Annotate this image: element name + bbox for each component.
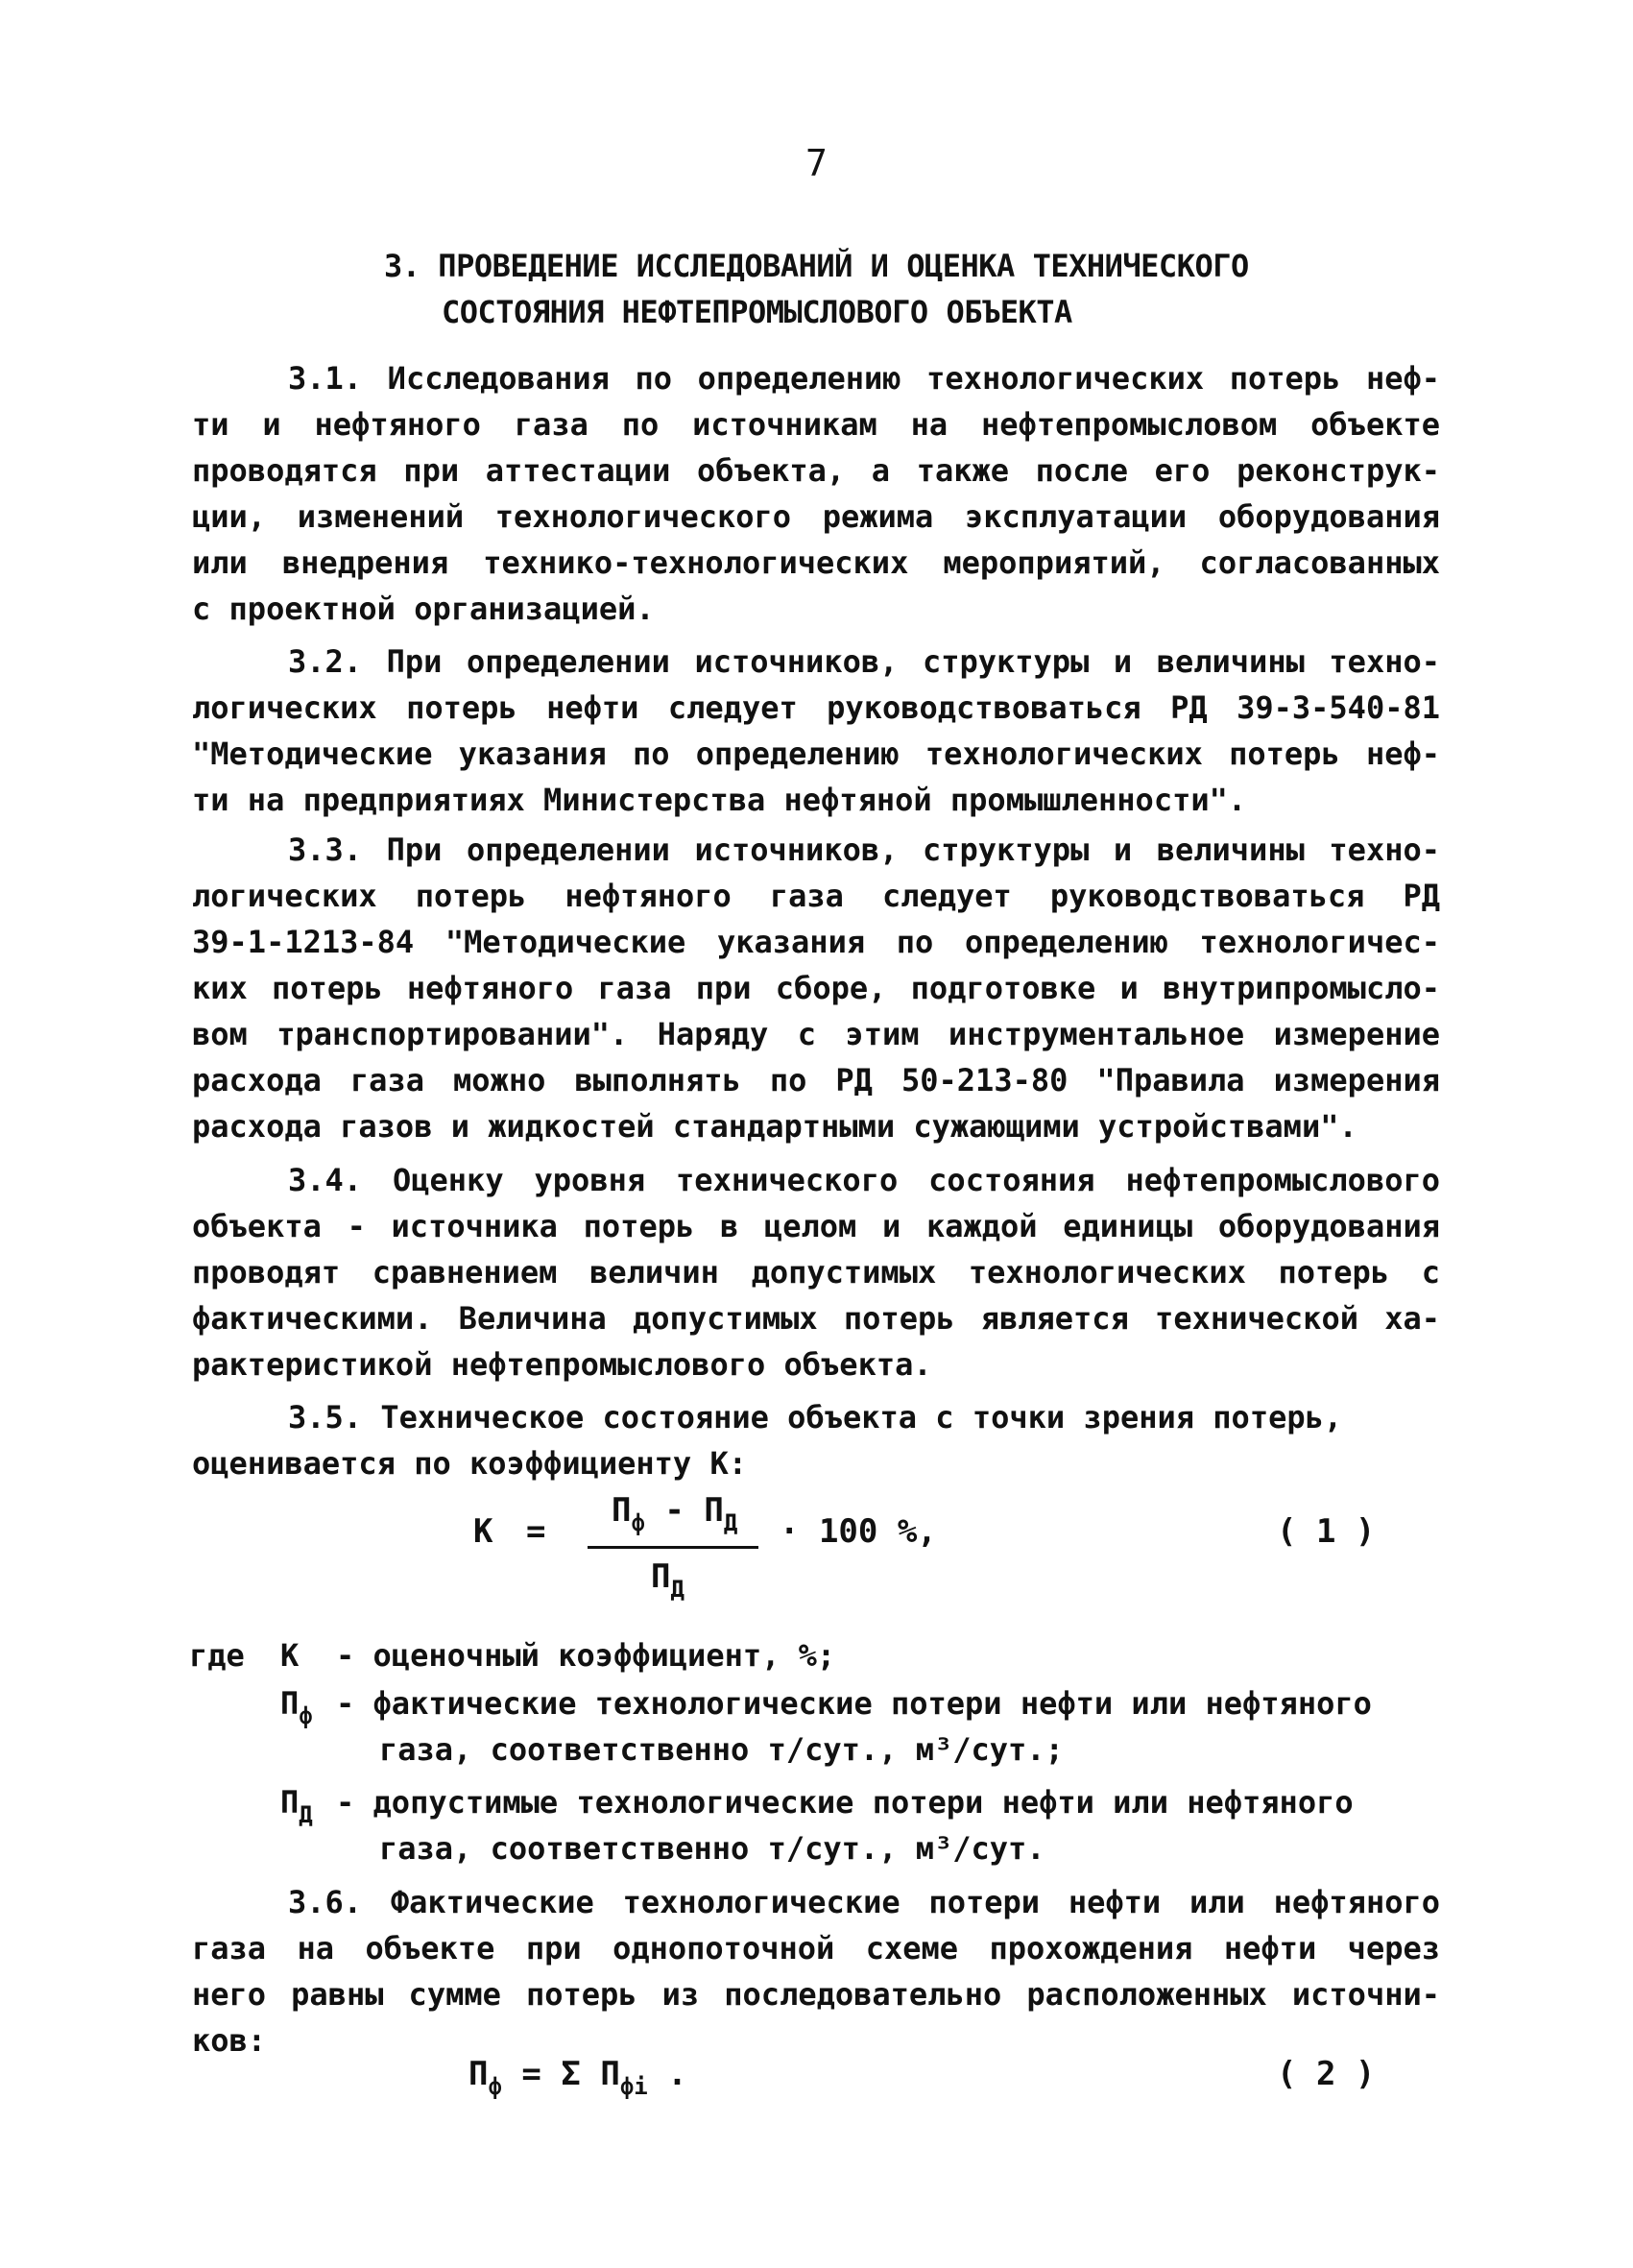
para-3-2-line: ти на предприятиях Министерства нефтяной промышленности". bbox=[192, 782, 1247, 818]
para-3-6-line: него равны сумме потерь из последовательно расположенных источни- bbox=[192, 1976, 1440, 2013]
para-3-3-line: 39-1-1213-84 "Методические указания по определению технологичес- bbox=[192, 924, 1440, 960]
formula-2-rhs-subscript: фi bbox=[619, 2073, 648, 2100]
para-3-2-line: "Методические указания по определению технологических потерь неф- bbox=[192, 736, 1440, 772]
page-number: 7 bbox=[805, 142, 828, 184]
where-label: где bbox=[189, 1637, 245, 1674]
formula-1-minus: - bbox=[664, 1491, 684, 1530]
formula-2-expression bbox=[468, 2055, 687, 2100]
def-pf-text-line-1: - фактические технологические потери нефти или нефтяного bbox=[336, 1685, 1372, 1722]
para-3-5-line: 3.5. Техническое состояние объекта с точки зрения потерь, bbox=[288, 1399, 1343, 1436]
para-3-3-line: 3.3. При определении источников, структуры и величины техно- bbox=[288, 832, 1440, 868]
def-k-symbol: К bbox=[280, 1637, 300, 1674]
formula-1-pd-subscript: Д bbox=[723, 1509, 738, 1536]
formula-1-pf-subscript: ф bbox=[631, 1509, 645, 1536]
para-3-6-line: 3.6. Фактические технологические потери нефти или нефтяного bbox=[288, 1884, 1440, 1920]
para-3-3-line: расхода газов и жидкостей стандартными сужающими устройствами". bbox=[192, 1108, 1357, 1145]
para-3-2-line: логических потерь нефти следует руководствоваться РД 39-3-540-81 bbox=[192, 689, 1440, 726]
def-pd-text-line-2: газа, соответственно т/сут., м³/сут. bbox=[379, 1830, 1045, 1867]
para-3-4-line: объекта - источника потерь в целом и каждой единицы оборудования bbox=[192, 1208, 1440, 1244]
para-3-3-line: логических потерь нефтяного газа следует руководствоваться РД bbox=[192, 878, 1440, 914]
def-pf-text-line-2: газа, соответственно т/сут., м³/сут.; bbox=[379, 1731, 1064, 1768]
def-pf-symbol: $П_ф$ bbox=[280, 1685, 313, 1729]
def-pd-text-line-1: - допустимые технологические потери нефти или нефтяного bbox=[336, 1784, 1354, 1821]
formula-1-pf-symbol: П bbox=[612, 1491, 632, 1530]
para-3-1-line: или внедрения технико-технологических мероприятий, согласованных bbox=[192, 544, 1440, 581]
formula-2-lhs-subscript: ф bbox=[488, 2073, 502, 2100]
formula-1-equals: = bbox=[526, 1512, 546, 1551]
para-3-4-line: рактеристикой нефтепромыслового объекта. bbox=[192, 1346, 932, 1383]
para-3-3-line: вом транспортировании". Наряду с этим инструментальное измерение bbox=[192, 1016, 1440, 1052]
para-3-1-line: 3.1. Исследования по определению технологических потерь неф- bbox=[288, 360, 1440, 397]
section-heading-line-2: СОСТОЯНИЯ НЕФТЕПРОМЫСЛОВОГО ОБЪЕКТА bbox=[442, 294, 1072, 330]
para-3-6-line: ков: bbox=[192, 2022, 267, 2059]
para-3-2-line: 3.2. При определении источников, структуры и величины техно- bbox=[288, 643, 1440, 680]
formula-1-number: ( 1 ) bbox=[1277, 1512, 1376, 1551]
formula-2-period: . bbox=[667, 2055, 687, 2093]
section-heading-line-1: 3. ПРОВЕДЕНИЕ ИССЛЕДОВАНИЙ И ОЦЕНКА ТЕХНИЧЕСКОГО bbox=[384, 248, 1249, 284]
formula-1-numerator bbox=[612, 1491, 738, 1536]
formula-2-lhs-symbol: П bbox=[468, 2055, 489, 2093]
formula-1-denominator bbox=[651, 1557, 684, 1603]
formula-1-pd-symbol: П bbox=[704, 1491, 724, 1530]
formula-1-fraction-bar bbox=[588, 1546, 758, 1549]
def-pd-symbol: $П_Д$ bbox=[280, 1784, 313, 1828]
para-3-4-line: проводят сравнением величин допустимых технологических потерь с bbox=[192, 1254, 1440, 1291]
formula-1-denominator-subscript: Д bbox=[670, 1576, 684, 1603]
para-3-4-line: 3.4. Оценку уровня технического состояния нефтепромыслового bbox=[288, 1162, 1440, 1198]
formula-2-rhs-symbol: П bbox=[600, 2055, 620, 2093]
para-3-1-line: ти и нефтяного газа по источникам на нефтепромысловом объекте bbox=[192, 406, 1440, 443]
para-3-6-line: газа на объекте при однопоточной схеме прохождения нефти через bbox=[192, 1930, 1440, 1966]
para-3-4-line: фактическими. Величина допустимых потерь является технической ха- bbox=[192, 1300, 1440, 1337]
para-3-3-line: расхода газа можно выполнять по РД 50-213-80 "Правила измерения bbox=[192, 1062, 1440, 1098]
para-3-1-line: проводятся при аттестации объекта, а также после его реконструк- bbox=[192, 452, 1440, 489]
formula-1-denominator-symbol: П bbox=[651, 1557, 671, 1596]
para-3-1-line: ции, изменений технологического режима эксплуатации оборудования bbox=[192, 498, 1440, 535]
formula-2-number: ( 2 ) bbox=[1277, 2055, 1376, 2093]
para-3-3-line: ких потерь нефтяного газа при сборе, подготовке и внутрипромысло- bbox=[192, 970, 1440, 1006]
para-3-5-line: оценивается по коэффициенту К: bbox=[192, 1445, 747, 1482]
formula-1-lhs: К bbox=[473, 1512, 493, 1551]
para-3-1-line: с проектной организацией. bbox=[192, 591, 655, 627]
formula-1-factor: · 100 %, bbox=[780, 1512, 937, 1551]
def-k-text: - оценочный коэффициент, %; bbox=[336, 1637, 836, 1674]
formula-2-equals-sum: = Σ bbox=[521, 2055, 581, 2093]
